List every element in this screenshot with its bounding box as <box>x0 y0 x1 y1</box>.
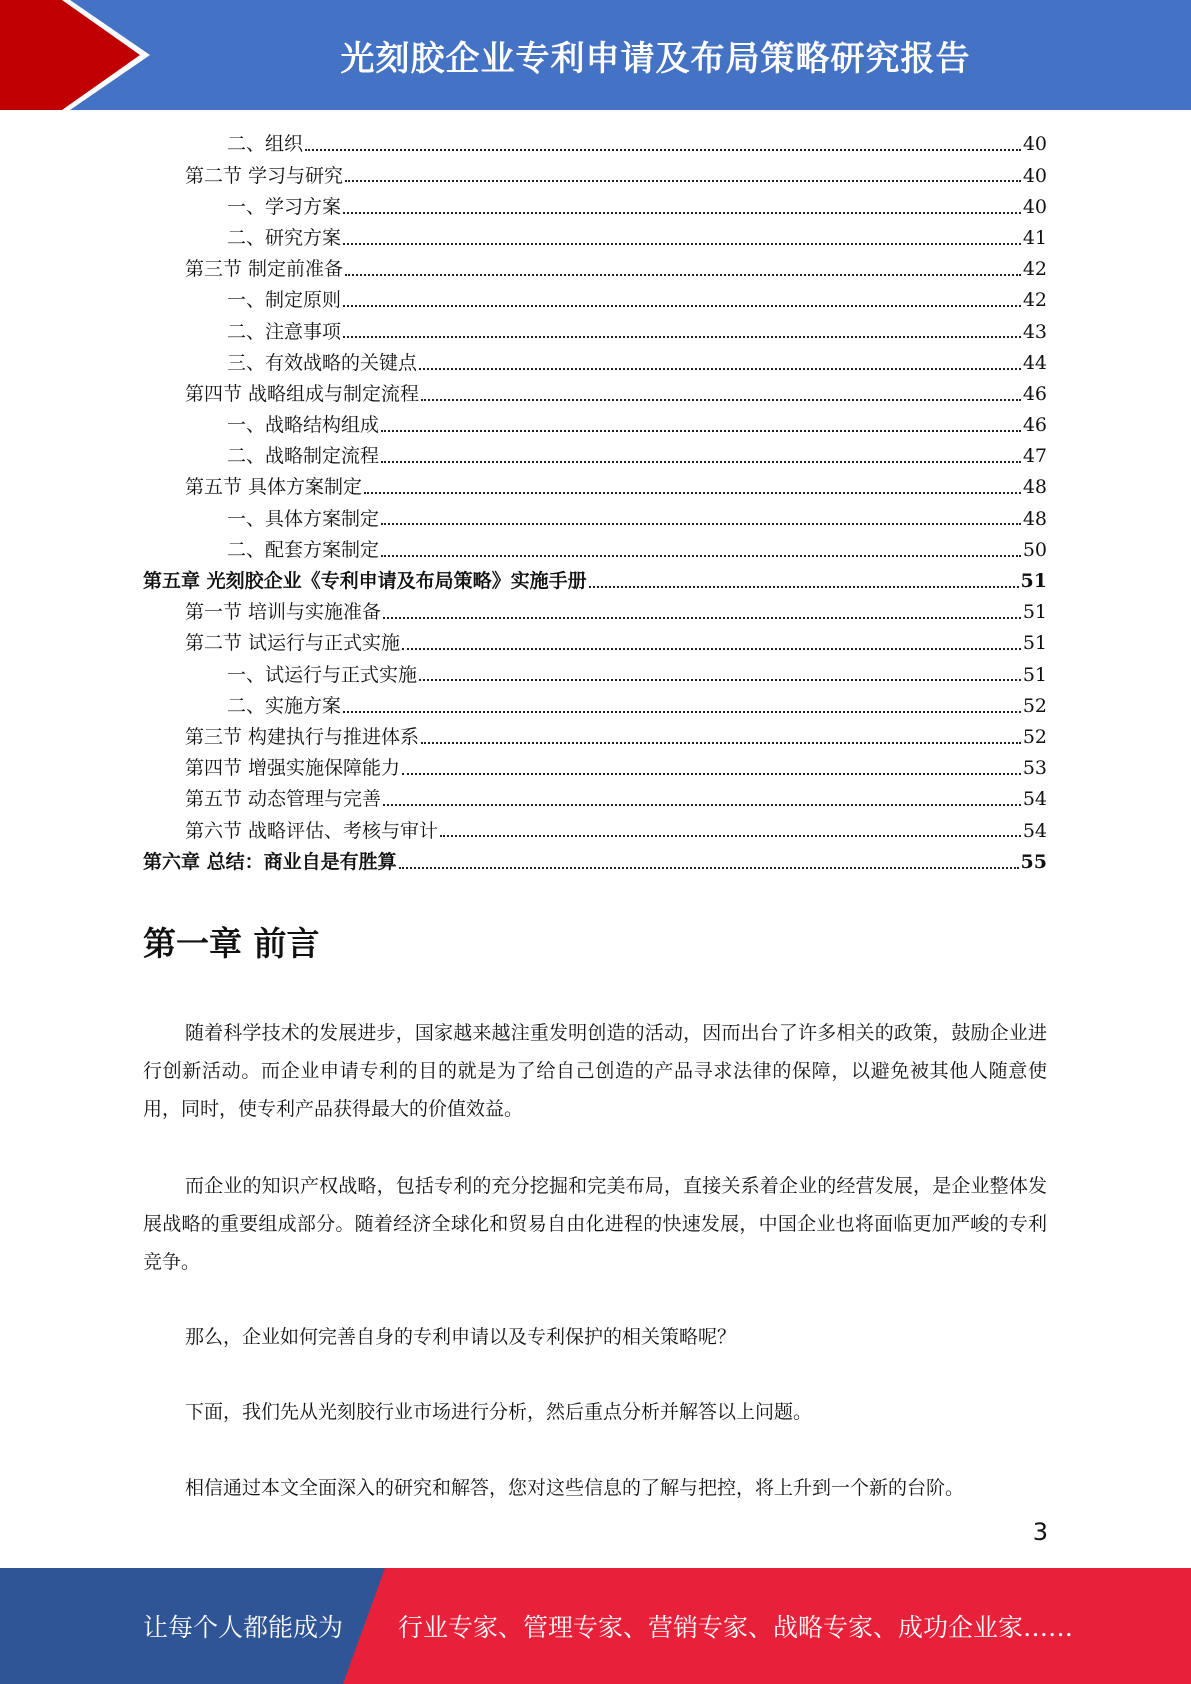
toc-entry-title: 一、战略结构组成 <box>227 414 380 437</box>
toc-entry-page: 40 <box>1022 133 1047 156</box>
toc-dot-leader <box>343 243 1021 245</box>
toc-entry[interactable] <box>143 409 1047 440</box>
toc-dot-leader <box>402 773 1021 775</box>
toc-entry-page: 40 <box>1022 164 1047 187</box>
toc-entry-page: 42 <box>1022 258 1047 281</box>
toc-entry[interactable] <box>143 814 1047 845</box>
toc-entry[interactable] <box>143 284 1047 315</box>
toc-entry[interactable] <box>143 253 1047 284</box>
toc-dot-leader <box>399 867 1019 869</box>
toc-entry[interactable] <box>143 190 1047 221</box>
page-number: 3 <box>1032 1518 1048 1546</box>
toc-entry-page: 44 <box>1022 351 1047 374</box>
toc-chapter-entry[interactable] <box>143 845 1047 876</box>
report-title: 光刻胶企业专利申请及布局策略研究报告 <box>340 38 971 79</box>
toc-dot-leader <box>381 523 1021 525</box>
page-header <box>0 0 1191 110</box>
toc-entry-page: 53 <box>1022 757 1047 780</box>
toc-dot-leader <box>305 149 1021 151</box>
toc-dot-leader <box>381 430 1021 432</box>
toc-entry-title: 一、制定原则 <box>227 289 342 312</box>
toc-entry[interactable] <box>143 596 1047 627</box>
toc-entry-title: 第二节 试运行与正式实施 <box>185 632 401 655</box>
toc-dot-leader <box>345 274 1021 276</box>
toc-entry[interactable] <box>143 658 1047 689</box>
toc-entry-title: 第五章 光刻胶企业《专利申请及布局策略》实施手册 <box>143 570 587 593</box>
toc-dot-leader <box>343 212 1021 214</box>
toc-entry[interactable] <box>143 378 1047 409</box>
toc-entry-title: 二、研究方案 <box>227 226 342 249</box>
toc-entry-page: 46 <box>1022 414 1047 437</box>
toc-entry-page: 55 <box>1020 850 1047 873</box>
toc-entry-title: 一、学习方案 <box>227 195 342 218</box>
toc-entry[interactable] <box>143 128 1047 159</box>
toc-entry-title: 第三节 制定前准备 <box>185 258 344 281</box>
toc-entry-title: 第五节 具体方案制定 <box>185 476 363 499</box>
toc-dot-leader <box>343 711 1021 713</box>
toc-entry-title: 二、组织 <box>227 133 304 156</box>
toc-entry-page: 48 <box>1022 507 1047 530</box>
toc-dot-leader <box>345 180 1021 182</box>
toc-dot-leader <box>419 679 1021 681</box>
toc-dot-leader <box>381 555 1021 557</box>
toc-entry-page: 50 <box>1022 538 1047 561</box>
toc-entry-title: 一、试运行与正式实施 <box>227 663 418 686</box>
toc-entry[interactable] <box>143 159 1047 190</box>
toc-entry-title: 第四节 增强实施保障能力 <box>185 757 401 780</box>
toc-dot-leader <box>402 648 1021 650</box>
chapter-heading: 第一章 前言 <box>143 924 320 963</box>
toc-entry-title: 第六节 战略评估、考核与审计 <box>185 819 439 842</box>
toc-entry-title: 二、配套方案制定 <box>227 538 380 561</box>
toc-entry-page: 48 <box>1022 476 1047 499</box>
toc-entry-title: 一、具体方案制定 <box>227 507 380 530</box>
toc-chapter-entry[interactable] <box>143 565 1047 596</box>
toc-entry[interactable] <box>143 627 1047 658</box>
toc-entry[interactable] <box>143 346 1047 377</box>
toc-entry-page: 54 <box>1022 819 1047 842</box>
toc-entry[interactable] <box>143 721 1047 752</box>
toc-entry-title: 第二节 学习与研究 <box>185 164 344 187</box>
table-of-contents <box>143 128 1047 877</box>
toc-entry-title: 第六章 总结：商业自是有胜算 <box>143 850 397 873</box>
toc-dot-leader <box>419 368 1021 370</box>
toc-entry-title: 三、有效战略的关键点 <box>227 351 418 374</box>
toc-entry-page: 51 <box>1022 632 1047 655</box>
toc-entry[interactable] <box>143 222 1047 253</box>
footer-slogan-left: 让每个人都能成为 <box>143 1613 344 1642</box>
toc-dot-leader <box>364 492 1021 494</box>
toc-entry-page: 47 <box>1022 445 1047 468</box>
toc-dot-leader <box>383 617 1021 619</box>
toc-entry-page: 40 <box>1022 195 1047 218</box>
toc-dot-leader <box>343 336 1021 338</box>
toc-entry[interactable] <box>143 315 1047 346</box>
toc-dot-leader <box>421 742 1021 744</box>
toc-entry-page: 52 <box>1022 725 1047 748</box>
toc-entry[interactable] <box>143 689 1047 720</box>
footer-slogan-right: 行业专家、管理专家、营销专家、战略专家、成功企业家…… <box>398 1613 1074 1642</box>
toc-entry-page: 43 <box>1022 320 1047 343</box>
toc-entry-page: 46 <box>1022 382 1047 405</box>
toc-entry-page: 41 <box>1022 226 1047 249</box>
paragraph: 下面，我们先从光刻胶行业市场进行分析，然后重点分析并解答以上问题。 <box>185 1401 813 1423</box>
toc-dot-leader <box>383 804 1021 806</box>
toc-entry-title: 第三节 构建执行与推进体系 <box>185 725 420 748</box>
toc-dot-leader <box>440 835 1021 837</box>
toc-entry-page: 51 <box>1022 601 1047 624</box>
toc-entry-page: 52 <box>1022 694 1047 717</box>
toc-entry-title: 二、注意事项 <box>227 320 342 343</box>
paragraph: 随着科学技术的发展进步，国家越来越注重发明创造的活动，因而出台了许多相关的政策，鼓励企业进行创新活动。而企业申请专利的目的就是为了给自己创造的产品寻求法律的保障，以避免被其他人随意使用，同时，使专利产品获得最大的价值效益。 <box>143 1022 1047 1120</box>
toc-entry-page: 51 <box>1022 663 1047 686</box>
paragraph: 而企业的知识产权战略，包括专利的充分挖掘和完美布局，直接关系着企业的经营发展，是企业整体发展战略的重要组成部分。随着经济全球化和贸易自由化进程的快速发展，中国企业也将面临更加严峻的专利竞争。 <box>143 1175 1047 1273</box>
toc-entry-title: 第五节 动态管理与完善 <box>185 788 382 811</box>
toc-entry-page: 51 <box>1020 570 1047 593</box>
toc-dot-leader <box>421 399 1021 401</box>
toc-dot-leader <box>343 305 1021 307</box>
toc-entry-page: 54 <box>1022 788 1047 811</box>
page-footer <box>0 1568 1191 1684</box>
toc-entry[interactable] <box>143 783 1047 814</box>
toc-entry-title: 第一节 培训与实施准备 <box>185 601 382 624</box>
toc-dot-leader <box>381 461 1021 463</box>
toc-entry[interactable] <box>143 752 1047 783</box>
toc-entry-title: 第四节 战略组成与制定流程 <box>185 382 420 405</box>
toc-entry[interactable] <box>143 502 1047 533</box>
toc-entry[interactable] <box>143 440 1047 471</box>
toc-dot-leader <box>589 586 1019 588</box>
paragraph: 那么，企业如何完善自身的专利申请以及专利保护的相关策略呢？ <box>185 1326 737 1348</box>
toc-entry-title: 二、实施方案 <box>227 694 342 717</box>
toc-entry[interactable] <box>143 533 1047 564</box>
paragraph: 相信通过本文全面深入的研究和解答，您对这些信息的了解与把控，将上升到一个新的台阶。 <box>185 1477 965 1499</box>
toc-entry-page: 42 <box>1022 289 1047 312</box>
toc-entry[interactable] <box>143 471 1047 502</box>
toc-entry-title: 二、战略制定流程 <box>227 445 380 468</box>
